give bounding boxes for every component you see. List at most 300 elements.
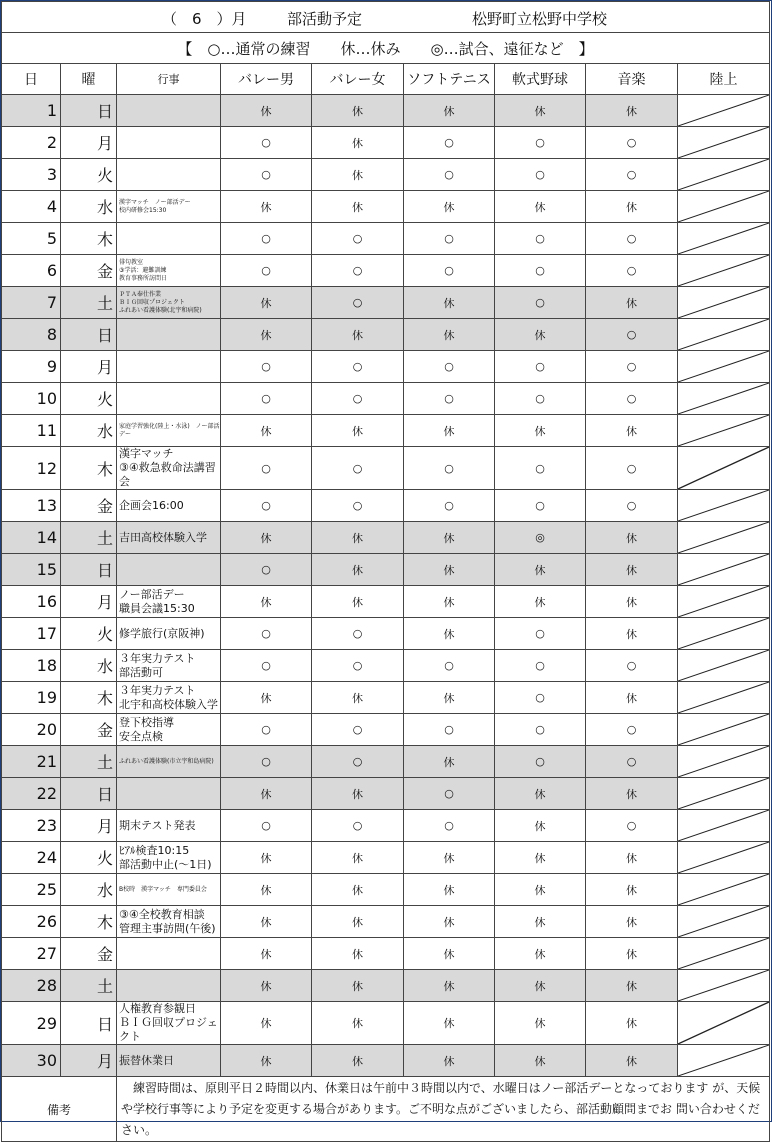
track-cell-blank bbox=[678, 490, 770, 522]
header-weekday: 曜 bbox=[61, 64, 117, 95]
track-cell-blank bbox=[678, 159, 770, 191]
status-volleyball-girls: ○ bbox=[312, 490, 404, 522]
day-number: 16 bbox=[2, 586, 61, 618]
status-volleyball-girls: 休 bbox=[312, 127, 404, 159]
header-row bbox=[2, 64, 770, 95]
status-volleyball-boys: 休 bbox=[221, 287, 312, 319]
day-number: 14 bbox=[2, 522, 61, 554]
event-cell: ﾋｱﾙ検査10:15 部活動中止(～1日) bbox=[117, 842, 221, 874]
status-volleyball-boys: 休 bbox=[221, 1045, 312, 1077]
status-music: 休 bbox=[586, 522, 678, 554]
table-row bbox=[2, 95, 770, 127]
status-soft-tennis: 休 bbox=[404, 746, 495, 778]
status-volleyball-boys: ○ bbox=[221, 554, 312, 586]
status-volleyball-girls: ○ bbox=[312, 746, 404, 778]
track-cell-blank bbox=[678, 554, 770, 586]
status-volleyball-girls: 休 bbox=[312, 554, 404, 586]
table-row bbox=[2, 383, 770, 415]
title-bar bbox=[2, 2, 770, 33]
status-volleyball-girls: 休 bbox=[312, 682, 404, 714]
track-cell-blank bbox=[678, 95, 770, 127]
day-number: 1 bbox=[2, 95, 61, 127]
status-baseball: ○ bbox=[495, 746, 586, 778]
status-soft-tennis: 休 bbox=[404, 95, 495, 127]
track-cell-blank bbox=[678, 1045, 770, 1077]
weekday: 月 bbox=[61, 586, 117, 618]
table-row bbox=[2, 746, 770, 778]
event-cell: 漢字マッチ ノー部活デー 校内研修会15:30 bbox=[117, 191, 221, 223]
status-soft-tennis: ○ bbox=[404, 810, 495, 842]
status-volleyball-boys: ○ bbox=[221, 714, 312, 746]
day-number: 5 bbox=[2, 223, 61, 255]
status-baseball: 休 bbox=[495, 95, 586, 127]
status-volleyball-girls: 休 bbox=[312, 842, 404, 874]
status-volleyball-boys: ○ bbox=[221, 746, 312, 778]
event-cell: ＰＴＡ奉仕作業 ＢＩＧ回収プロジェクト ふれあい看護体験(北宇和病院) bbox=[117, 287, 221, 319]
event-cell: 登下校指導 安全点検 bbox=[117, 714, 221, 746]
table-row bbox=[2, 874, 770, 906]
event-cell: 家庭学習強化(陸上・水泳) ノー部活デー bbox=[117, 415, 221, 447]
table-row bbox=[2, 415, 770, 447]
status-volleyball-boys: 休 bbox=[221, 95, 312, 127]
day-number: 17 bbox=[2, 618, 61, 650]
status-volleyball-girls: 休 bbox=[312, 906, 404, 938]
diagonal-line bbox=[678, 490, 769, 521]
diagonal-line bbox=[678, 447, 769, 489]
weekday: 土 bbox=[61, 970, 117, 1002]
weekday: 土 bbox=[61, 522, 117, 554]
track-cell-blank bbox=[678, 650, 770, 682]
status-baseball: ○ bbox=[495, 351, 586, 383]
status-music: ○ bbox=[586, 223, 678, 255]
status-music: ○ bbox=[586, 650, 678, 682]
status-volleyball-boys: 休 bbox=[221, 874, 312, 906]
track-cell-blank bbox=[678, 778, 770, 810]
day-number: 25 bbox=[2, 874, 61, 906]
club-schedule-table bbox=[1, 1, 770, 1142]
table-row bbox=[2, 1002, 770, 1045]
weekday: 金 bbox=[61, 938, 117, 970]
diagonal-line bbox=[678, 810, 769, 841]
status-music: 休 bbox=[586, 618, 678, 650]
diagonal-line bbox=[678, 95, 769, 126]
status-volleyball-girls: ○ bbox=[312, 714, 404, 746]
status-music: ○ bbox=[586, 255, 678, 287]
status-music: 休 bbox=[586, 586, 678, 618]
status-music: 休 bbox=[586, 906, 678, 938]
event-cell bbox=[117, 223, 221, 255]
status-baseball: ○ bbox=[495, 714, 586, 746]
status-soft-tennis: 休 bbox=[404, 415, 495, 447]
status-volleyball-girls: ○ bbox=[312, 447, 404, 490]
diagonal-line bbox=[678, 586, 769, 617]
status-music: ○ bbox=[586, 746, 678, 778]
diagonal-line bbox=[678, 746, 769, 777]
status-baseball: 休 bbox=[495, 938, 586, 970]
table-row bbox=[2, 127, 770, 159]
status-volleyball-girls: ○ bbox=[312, 351, 404, 383]
status-music: ○ bbox=[586, 319, 678, 351]
status-baseball: 休 bbox=[495, 874, 586, 906]
status-baseball: ○ bbox=[495, 159, 586, 191]
status-volleyball-boys: 休 bbox=[221, 778, 312, 810]
table-row bbox=[2, 223, 770, 255]
status-baseball: 休 bbox=[495, 906, 586, 938]
header-volleyball-boys: バレー男 bbox=[221, 64, 312, 95]
track-cell-blank bbox=[678, 618, 770, 650]
status-baseball: 休 bbox=[495, 1045, 586, 1077]
status-baseball: ○ bbox=[495, 618, 586, 650]
weekday: 土 bbox=[61, 746, 117, 778]
track-cell-blank bbox=[678, 287, 770, 319]
status-soft-tennis: 休 bbox=[404, 682, 495, 714]
status-baseball: ○ bbox=[495, 650, 586, 682]
day-number: 8 bbox=[2, 319, 61, 351]
table-row bbox=[2, 159, 770, 191]
status-volleyball-boys: 休 bbox=[221, 842, 312, 874]
table-row bbox=[2, 682, 770, 714]
table-row bbox=[2, 255, 770, 287]
diagonal-line bbox=[678, 874, 769, 905]
status-music: 休 bbox=[586, 842, 678, 874]
day-number: 19 bbox=[2, 682, 61, 714]
status-volleyball-girls: ○ bbox=[312, 383, 404, 415]
status-music: ○ bbox=[586, 714, 678, 746]
weekday: 水 bbox=[61, 874, 117, 906]
status-music: 休 bbox=[586, 874, 678, 906]
weekday: 月 bbox=[61, 351, 117, 383]
status-volleyball-boys: 休 bbox=[221, 415, 312, 447]
day-number: 18 bbox=[2, 650, 61, 682]
table-row bbox=[2, 490, 770, 522]
day-number: 9 bbox=[2, 351, 61, 383]
event-cell: ３年実力テスト 北宇和高校体験入学 bbox=[117, 682, 221, 714]
status-soft-tennis: ○ bbox=[404, 223, 495, 255]
status-soft-tennis: ○ bbox=[404, 383, 495, 415]
status-music: 休 bbox=[586, 1045, 678, 1077]
status-soft-tennis: 休 bbox=[404, 1045, 495, 1077]
day-number: 27 bbox=[2, 938, 61, 970]
status-baseball: ○ bbox=[495, 255, 586, 287]
header-track: 陸上 bbox=[678, 64, 770, 95]
status-music: ○ bbox=[586, 383, 678, 415]
diagonal-line bbox=[678, 970, 769, 1001]
weekday: 木 bbox=[61, 223, 117, 255]
track-cell-blank bbox=[678, 127, 770, 159]
weekday: 日 bbox=[61, 319, 117, 351]
status-volleyball-boys: ○ bbox=[221, 223, 312, 255]
status-baseball: ○ bbox=[495, 383, 586, 415]
status-soft-tennis: ○ bbox=[404, 127, 495, 159]
track-cell-blank bbox=[678, 522, 770, 554]
event-cell: 漢字マッチ ③④救急救命法講習会 bbox=[117, 447, 221, 490]
diagonal-line bbox=[678, 842, 769, 873]
status-baseball: 休 bbox=[495, 415, 586, 447]
status-volleyball-girls: ○ bbox=[312, 650, 404, 682]
weekday: 水 bbox=[61, 650, 117, 682]
weekday: 日 bbox=[61, 95, 117, 127]
event-cell bbox=[117, 159, 221, 191]
status-volleyball-boys: ○ bbox=[221, 127, 312, 159]
status-volleyball-boys: 休 bbox=[221, 906, 312, 938]
diagonal-line bbox=[678, 1002, 769, 1044]
status-volleyball-girls: 休 bbox=[312, 1002, 404, 1045]
day-number: 13 bbox=[2, 490, 61, 522]
diagonal-line bbox=[678, 618, 769, 649]
event-cell: 振替休業日 bbox=[117, 1045, 221, 1077]
status-baseball: ○ bbox=[495, 223, 586, 255]
status-soft-tennis: 休 bbox=[404, 1002, 495, 1045]
weekday: 日 bbox=[61, 778, 117, 810]
notes-label: 備考 bbox=[2, 1077, 117, 1142]
event-cell: 俳句教室 ③学活：避難訓練 教育事務所訪問日 bbox=[117, 255, 221, 287]
day-number: 23 bbox=[2, 810, 61, 842]
track-cell-blank bbox=[678, 383, 770, 415]
diagonal-line bbox=[678, 127, 769, 158]
weekday: 火 bbox=[61, 383, 117, 415]
status-baseball: 休 bbox=[495, 586, 586, 618]
table-row bbox=[2, 554, 770, 586]
diagonal-line bbox=[678, 522, 769, 553]
day-number: 7 bbox=[2, 287, 61, 319]
status-volleyball-boys: 休 bbox=[221, 319, 312, 351]
status-volleyball-boys: ○ bbox=[221, 618, 312, 650]
track-cell-blank bbox=[678, 586, 770, 618]
status-volleyball-girls: 休 bbox=[312, 522, 404, 554]
day-number: 3 bbox=[2, 159, 61, 191]
status-volleyball-girls: ○ bbox=[312, 223, 404, 255]
status-soft-tennis: 休 bbox=[404, 554, 495, 586]
track-cell-blank bbox=[678, 447, 770, 490]
track-cell-blank bbox=[678, 191, 770, 223]
diagonal-line bbox=[678, 714, 769, 745]
track-cell-blank bbox=[678, 842, 770, 874]
status-baseball: ○ bbox=[495, 490, 586, 522]
day-number: 4 bbox=[2, 191, 61, 223]
track-cell-blank bbox=[678, 810, 770, 842]
event-cell bbox=[117, 938, 221, 970]
status-volleyball-boys: ○ bbox=[221, 490, 312, 522]
track-cell-blank bbox=[678, 906, 770, 938]
table-row bbox=[2, 970, 770, 1002]
table-row bbox=[2, 842, 770, 874]
status-music: 休 bbox=[586, 95, 678, 127]
diagonal-line bbox=[678, 778, 769, 809]
diagonal-line bbox=[678, 554, 769, 585]
table-row bbox=[2, 522, 770, 554]
weekday: 月 bbox=[61, 1045, 117, 1077]
status-soft-tennis: ○ bbox=[404, 447, 495, 490]
status-volleyball-girls: 休 bbox=[312, 778, 404, 810]
status-soft-tennis: 休 bbox=[404, 618, 495, 650]
track-cell-blank bbox=[678, 682, 770, 714]
day-number: 12 bbox=[2, 447, 61, 490]
status-volleyball-girls: ○ bbox=[312, 618, 404, 650]
status-volleyball-boys: ○ bbox=[221, 351, 312, 383]
day-number: 11 bbox=[2, 415, 61, 447]
status-volleyball-boys: 休 bbox=[221, 522, 312, 554]
status-volleyball-girls: 休 bbox=[312, 970, 404, 1002]
status-baseball: 休 bbox=[495, 810, 586, 842]
status-baseball: 休 bbox=[495, 970, 586, 1002]
day-number: 20 bbox=[2, 714, 61, 746]
status-soft-tennis: ○ bbox=[404, 650, 495, 682]
status-music: 休 bbox=[586, 970, 678, 1002]
event-cell: 修学旅行(京阪神) bbox=[117, 618, 221, 650]
event-cell: 人権教育参観日 ＢＩＧ回収プロジェクト bbox=[117, 1002, 221, 1045]
status-volleyball-boys: 休 bbox=[221, 970, 312, 1002]
status-baseball: ○ bbox=[495, 682, 586, 714]
diagonal-line bbox=[678, 255, 769, 286]
track-cell-blank bbox=[678, 714, 770, 746]
event-cell: 企画会16:00 bbox=[117, 490, 221, 522]
weekday: 日 bbox=[61, 554, 117, 586]
event-cell: 期末テスト発表 bbox=[117, 810, 221, 842]
diagonal-line bbox=[678, 383, 769, 414]
event-cell: 吉田高校体験入学 bbox=[117, 522, 221, 554]
status-music: ○ bbox=[586, 490, 678, 522]
status-soft-tennis: 休 bbox=[404, 842, 495, 874]
weekday: 土 bbox=[61, 287, 117, 319]
status-music: 休 bbox=[586, 415, 678, 447]
status-volleyball-boys: ○ bbox=[221, 159, 312, 191]
status-baseball: ○ bbox=[495, 447, 586, 490]
status-music: 休 bbox=[586, 778, 678, 810]
status-soft-tennis: 休 bbox=[404, 874, 495, 906]
status-music: ○ bbox=[586, 351, 678, 383]
status-volleyball-boys: 休 bbox=[221, 938, 312, 970]
status-baseball: 休 bbox=[495, 842, 586, 874]
legend: 【 ○…通常の練習 休…休み ◎…試合、遠征など 】 bbox=[2, 33, 770, 64]
status-baseball: 休 bbox=[495, 778, 586, 810]
status-music: 休 bbox=[586, 287, 678, 319]
status-volleyball-girls: 休 bbox=[312, 191, 404, 223]
header-event: 行事 bbox=[117, 64, 221, 95]
status-soft-tennis: ○ bbox=[404, 255, 495, 287]
weekday: 金 bbox=[61, 714, 117, 746]
diagonal-line bbox=[678, 287, 769, 318]
status-music: ○ bbox=[586, 127, 678, 159]
status-baseball: 休 bbox=[495, 554, 586, 586]
day-number: 10 bbox=[2, 383, 61, 415]
status-baseball: ○ bbox=[495, 127, 586, 159]
status-soft-tennis: 休 bbox=[404, 586, 495, 618]
event-cell bbox=[117, 319, 221, 351]
diagonal-line bbox=[678, 1045, 769, 1076]
event-cell bbox=[117, 127, 221, 159]
status-baseball: 休 bbox=[495, 319, 586, 351]
table-row bbox=[2, 618, 770, 650]
table-row bbox=[2, 650, 770, 682]
track-cell-blank bbox=[678, 938, 770, 970]
diagonal-line bbox=[678, 938, 769, 969]
table-row bbox=[2, 938, 770, 970]
event-cell: ３年実力テスト 部活動可 bbox=[117, 650, 221, 682]
status-soft-tennis: ○ bbox=[404, 490, 495, 522]
weekday: 水 bbox=[61, 415, 117, 447]
school-name: 松野町立松野中学校 bbox=[472, 10, 608, 28]
weekday: 木 bbox=[61, 906, 117, 938]
day-number: 21 bbox=[2, 746, 61, 778]
track-cell-blank bbox=[678, 223, 770, 255]
weekday: 月 bbox=[61, 810, 117, 842]
status-volleyball-boys: ○ bbox=[221, 255, 312, 287]
status-music: 休 bbox=[586, 1002, 678, 1045]
status-soft-tennis: 休 bbox=[404, 319, 495, 351]
status-baseball: ◎ bbox=[495, 522, 586, 554]
diagonal-line bbox=[678, 351, 769, 382]
status-soft-tennis: 休 bbox=[404, 522, 495, 554]
status-soft-tennis: ○ bbox=[404, 714, 495, 746]
weekday: 木 bbox=[61, 447, 117, 490]
status-volleyball-boys: 休 bbox=[221, 191, 312, 223]
diagonal-line bbox=[678, 906, 769, 937]
day-number: 26 bbox=[2, 906, 61, 938]
event-cell bbox=[117, 778, 221, 810]
status-volleyball-boys: ○ bbox=[221, 810, 312, 842]
track-cell-blank bbox=[678, 319, 770, 351]
status-volleyball-girls: 休 bbox=[312, 319, 404, 351]
event-cell bbox=[117, 95, 221, 127]
status-volleyball-girls: 休 bbox=[312, 586, 404, 618]
diagonal-line bbox=[678, 650, 769, 681]
track-cell-blank bbox=[678, 746, 770, 778]
header-volleyball-girls: バレー女 bbox=[312, 64, 404, 95]
table-row bbox=[2, 191, 770, 223]
weekday: 金 bbox=[61, 490, 117, 522]
event-cell: B校時 漢字マッチ 専門委員会 bbox=[117, 874, 221, 906]
status-music: ○ bbox=[586, 447, 678, 490]
day-number: 30 bbox=[2, 1045, 61, 1077]
table-row bbox=[2, 1045, 770, 1077]
event-cell bbox=[117, 383, 221, 415]
status-music: ○ bbox=[586, 810, 678, 842]
diagonal-line bbox=[678, 415, 769, 446]
weekday: 水 bbox=[61, 191, 117, 223]
day-number: 2 bbox=[2, 127, 61, 159]
track-cell-blank bbox=[678, 415, 770, 447]
title-month: （ 6 ）月 bbox=[162, 10, 247, 28]
track-cell-blank bbox=[678, 351, 770, 383]
status-volleyball-boys: ○ bbox=[221, 447, 312, 490]
track-cell-blank bbox=[678, 1002, 770, 1045]
diagonal-line bbox=[678, 191, 769, 222]
event-cell bbox=[117, 970, 221, 1002]
track-cell-blank bbox=[678, 874, 770, 906]
status-volleyball-boys: 休 bbox=[221, 1002, 312, 1045]
status-volleyball-boys: ○ bbox=[221, 383, 312, 415]
status-soft-tennis: 休 bbox=[404, 970, 495, 1002]
diagonal-line bbox=[678, 223, 769, 254]
event-cell: ③④全校教育相談 管理主事訪問(午後) bbox=[117, 906, 221, 938]
header-day: 日 bbox=[2, 64, 61, 95]
diagonal-line bbox=[678, 159, 769, 190]
status-music: ○ bbox=[586, 159, 678, 191]
weekday: 火 bbox=[61, 618, 117, 650]
day-number: 22 bbox=[2, 778, 61, 810]
status-soft-tennis: 休 bbox=[404, 938, 495, 970]
status-music: 休 bbox=[586, 938, 678, 970]
status-volleyball-girls: 休 bbox=[312, 938, 404, 970]
weekday: 月 bbox=[61, 127, 117, 159]
table-row bbox=[2, 447, 770, 490]
status-baseball: 休 bbox=[495, 191, 586, 223]
track-cell-blank bbox=[678, 255, 770, 287]
table-row bbox=[2, 351, 770, 383]
status-volleyball-girls: 休 bbox=[312, 874, 404, 906]
status-baseball: 休 bbox=[495, 1002, 586, 1045]
diagonal-line bbox=[678, 319, 769, 350]
